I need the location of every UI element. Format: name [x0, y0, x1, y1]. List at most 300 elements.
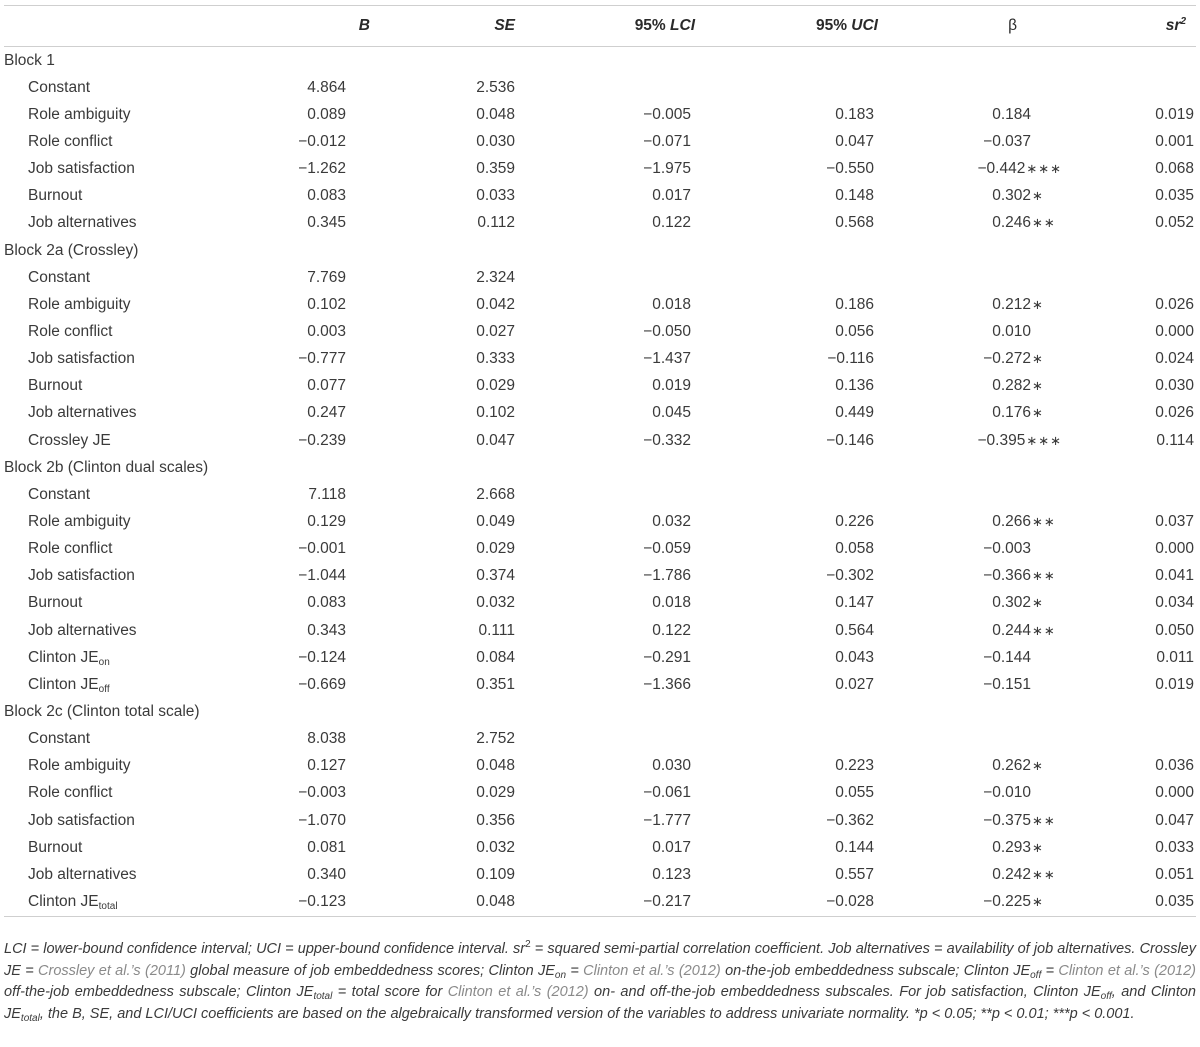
cell-sr2	[1062, 726, 1196, 753]
table-row	[4, 481, 1196, 508]
variable-name: Constant	[28, 485, 91, 503]
cell-b: −0.012	[298, 132, 346, 150]
significance-stars: ∗∗∗	[1026, 161, 1062, 177]
cell-lci: 0.030	[652, 757, 691, 775]
row-label	[4, 318, 244, 345]
variable-name: Job alternatives	[28, 865, 137, 883]
cell-lci: 0.045	[652, 404, 691, 422]
cell-beta	[878, 400, 1062, 427]
table-row	[4, 834, 1196, 861]
cell-b: 4.864	[307, 78, 346, 96]
variable-name: Job satisfaction	[28, 160, 135, 178]
variable-name: Role conflict	[28, 132, 113, 150]
cell-se: 0.032	[476, 594, 515, 612]
cell-uci: 0.449	[835, 404, 874, 422]
cell-uci	[695, 726, 878, 753]
cell-lci: 0.019	[652, 377, 691, 395]
cell-uci: 0.568	[835, 214, 874, 232]
variable-name: Job alternatives	[28, 404, 137, 422]
header-uci: 95% UCI	[815, 17, 878, 34]
cell-sr2: 0.051	[1155, 865, 1194, 883]
cell-lci	[529, 481, 695, 508]
cell-uci	[695, 264, 878, 291]
cell-beta	[878, 183, 1062, 210]
variable-name: Role conflict	[28, 540, 113, 558]
row-label	[4, 373, 244, 400]
cell-beta	[878, 753, 1062, 780]
significance-stars: ∗∗	[1032, 866, 1056, 882]
cell-sr2: 0.035	[1155, 187, 1194, 205]
cell-uci: 0.058	[835, 540, 874, 558]
table-row	[4, 644, 1196, 671]
cell-uci	[695, 74, 878, 101]
row-label	[4, 807, 244, 834]
cell-lci: −0.332	[643, 431, 691, 449]
cell-beta	[878, 74, 1062, 101]
block-header-row	[4, 47, 1196, 75]
cell-beta	[878, 536, 1062, 563]
variable-name: Role ambiguity	[28, 295, 131, 313]
variable-name: Job alternatives	[28, 214, 137, 232]
cell-uci: −0.116	[827, 350, 874, 368]
cell-lci: 0.018	[652, 594, 691, 612]
variable-name: Job satisfaction	[28, 350, 135, 368]
significance-stars: ∗	[1032, 188, 1044, 204]
significance-stars: ∗∗	[1032, 622, 1056, 638]
cell-uci: 0.183	[835, 105, 874, 123]
cell-beta	[878, 590, 1062, 617]
beta-value: 0.302	[992, 594, 1031, 612]
row-label	[4, 617, 244, 644]
cell-lci: −1.786	[643, 567, 691, 585]
row-label	[4, 536, 244, 563]
significance-stars: ∗	[1032, 758, 1044, 774]
cell-se: 2.752	[476, 730, 515, 748]
cell-uci: 0.226	[835, 512, 874, 530]
cell-uci	[695, 481, 878, 508]
cell-se: 0.047	[476, 431, 515, 449]
table-row	[4, 536, 1196, 563]
cell-se: 0.032	[476, 838, 515, 856]
cell-lci: −0.071	[643, 132, 691, 150]
block-title: Block 2a (Crossley)	[4, 241, 139, 259]
variable-name: Burnout	[28, 377, 83, 395]
block-title: Block 1	[4, 51, 55, 69]
cell-sr2	[1062, 264, 1196, 291]
row-label	[4, 346, 244, 373]
cell-sr2: 0.034	[1155, 594, 1194, 612]
beta-value: 0.246	[992, 214, 1031, 232]
block-title: Block 2b (Clinton dual scales)	[4, 458, 209, 476]
table-row	[4, 753, 1196, 780]
table-row	[4, 264, 1196, 291]
cell-lci: 0.032	[652, 512, 691, 530]
beta-value: −0.366	[983, 567, 1031, 585]
block-header-row	[4, 698, 1196, 725]
block-header-row	[4, 237, 1196, 264]
cell-sr2: 0.000	[1155, 784, 1194, 802]
row-label	[4, 563, 244, 590]
cell-se: 0.027	[476, 322, 515, 340]
cell-sr2: 0.000	[1155, 540, 1194, 558]
cell-lci	[529, 74, 695, 101]
table-row	[4, 210, 1196, 237]
table-row	[4, 128, 1196, 155]
cell-beta	[878, 156, 1062, 183]
cell-beta	[878, 671, 1062, 698]
cell-se: 0.112	[477, 214, 515, 232]
variable-name: Role conflict	[28, 784, 113, 802]
cell-se: 2.668	[476, 485, 515, 503]
variable-name: Burnout	[28, 187, 83, 205]
variable-subscript: on	[98, 656, 110, 668]
cell-b: −1.044	[298, 567, 346, 585]
significance-stars: ∗	[1032, 405, 1044, 421]
table-row	[4, 183, 1196, 210]
cell-uci: 0.144	[835, 838, 874, 856]
table-body	[4, 47, 1196, 917]
cell-b: 7.118	[308, 485, 346, 503]
cell-se: 0.084	[476, 648, 515, 666]
variable-name: Role ambiguity	[28, 105, 131, 123]
header-beta: β	[1008, 17, 1017, 34]
cell-se: 0.029	[476, 377, 515, 395]
cell-beta	[878, 508, 1062, 535]
cell-b: −0.124	[298, 648, 346, 666]
table-row	[4, 373, 1196, 400]
cell-lci	[529, 264, 695, 291]
variable-name: Job satisfaction	[28, 811, 135, 829]
cell-b: −0.777	[298, 350, 346, 368]
significance-stars: ∗	[1032, 893, 1044, 909]
cell-lci: −0.217	[643, 892, 691, 910]
beta-value: −0.144	[983, 648, 1031, 666]
cell-sr2: 0.011	[1156, 648, 1194, 666]
cell-b: 0.340	[307, 865, 346, 883]
cell-beta	[878, 427, 1062, 454]
beta-value: −0.225	[983, 892, 1031, 910]
cell-sr2: 0.001	[1155, 132, 1194, 150]
cell-sr2: 0.033	[1155, 838, 1194, 856]
table-row	[4, 563, 1196, 590]
variable-name: Role ambiguity	[28, 512, 131, 530]
variable-name: Constant	[28, 268, 91, 286]
cell-uci: −0.362	[826, 811, 874, 829]
cell-uci: −0.550	[826, 160, 874, 178]
cell-lci: −1.777	[643, 811, 691, 829]
cell-b: 0.127	[307, 757, 346, 775]
row-label	[4, 128, 244, 155]
cell-se: 0.374	[476, 567, 515, 585]
variable-name: Clinton JE	[28, 648, 99, 666]
cell-lci: −0.005	[643, 105, 691, 123]
row-label	[4, 671, 244, 698]
cell-beta	[878, 346, 1062, 373]
regression-table	[4, 5, 1196, 917]
cell-beta	[878, 617, 1062, 644]
cell-b: 0.083	[307, 187, 346, 205]
table-row	[4, 671, 1196, 698]
cell-sr2: 0.000	[1155, 322, 1194, 340]
header-variable	[4, 6, 244, 47]
cell-beta	[878, 644, 1062, 671]
row-label	[4, 508, 244, 535]
cell-b: −0.123	[298, 892, 346, 910]
citation-link[interactable]: Clinton et al.’s (2012)	[1058, 962, 1196, 979]
cell-sr2: 0.030	[1155, 377, 1194, 395]
cell-lci: −0.291	[643, 648, 691, 666]
significance-stars: ∗∗	[1032, 215, 1056, 231]
table-row	[4, 101, 1196, 128]
cell-beta	[878, 318, 1062, 345]
row-label	[4, 156, 244, 183]
significance-stars: ∗	[1032, 839, 1044, 855]
cell-uci: 0.056	[835, 322, 874, 340]
table-row	[4, 590, 1196, 617]
cell-beta	[878, 834, 1062, 861]
row-label	[4, 753, 244, 780]
cell-uci: 0.223	[835, 757, 874, 775]
beta-value: 0.176	[992, 404, 1031, 422]
cell-sr2: 0.050	[1155, 621, 1194, 639]
cell-se: 0.030	[476, 132, 515, 150]
significance-stars: ∗∗∗	[1026, 432, 1062, 448]
cell-uci: 0.148	[835, 187, 874, 205]
significance-stars: ∗∗	[1032, 812, 1056, 828]
beta-value: −0.010	[983, 784, 1031, 802]
cell-lci	[529, 726, 695, 753]
cell-sr2: 0.024	[1155, 350, 1194, 368]
cell-uci: 0.136	[835, 377, 874, 395]
table-row	[4, 726, 1196, 753]
cell-se: 0.042	[476, 295, 515, 313]
significance-stars: ∗	[1032, 296, 1044, 312]
row-label	[4, 74, 244, 101]
cell-sr2: 0.037	[1155, 512, 1194, 530]
beta-value: −0.151	[983, 675, 1031, 693]
citation-link[interactable]: Clinton et al.’s (2012)	[447, 984, 589, 1000]
beta-value: 0.282	[992, 377, 1031, 395]
table-row	[4, 291, 1196, 318]
cell-uci: −0.302	[826, 567, 874, 585]
cell-b: 8.038	[307, 730, 346, 748]
cell-uci: 0.147	[835, 594, 874, 612]
cell-lci: −1.437	[643, 350, 691, 368]
beta-value: 0.010	[992, 322, 1031, 340]
variable-name: Clinton JE	[28, 675, 99, 693]
cell-se: 0.102	[476, 404, 515, 422]
cell-sr2	[1062, 481, 1196, 508]
cell-sr2: 0.068	[1155, 160, 1194, 178]
cell-sr2: 0.052	[1155, 214, 1194, 232]
citation-link[interactable]: Clinton et al.’s (2012)	[583, 962, 721, 979]
beta-value: −0.003	[983, 540, 1031, 558]
row-label	[4, 780, 244, 807]
cell-b: −0.239	[298, 431, 346, 449]
row-label	[4, 210, 244, 237]
cell-uci: 0.055	[835, 784, 874, 802]
variable-name: Role ambiguity	[28, 757, 131, 775]
table-row	[4, 888, 1196, 916]
cell-beta	[878, 726, 1062, 753]
row-label	[4, 101, 244, 128]
cell-sr2: 0.026	[1155, 295, 1194, 313]
row-label	[4, 834, 244, 861]
cell-lci: 0.017	[652, 187, 691, 205]
cell-sr2: 0.035	[1155, 892, 1194, 910]
beta-value: −0.442	[977, 160, 1026, 178]
beta-value: 0.266	[992, 512, 1031, 530]
row-label	[4, 726, 244, 753]
row-label	[4, 644, 244, 671]
table-row	[4, 861, 1196, 888]
table-row	[4, 807, 1196, 834]
cell-se: 0.033	[476, 187, 515, 205]
row-label	[4, 888, 244, 916]
cell-sr2: 0.036	[1155, 757, 1194, 775]
cell-lci: −1.975	[643, 160, 691, 178]
row-label	[4, 861, 244, 888]
cell-uci: 0.043	[835, 648, 874, 666]
table-row	[4, 400, 1196, 427]
beta-value: 0.212	[992, 295, 1031, 313]
cell-beta	[878, 264, 1062, 291]
variable-name: Clinton JE	[28, 892, 99, 910]
cell-b: 0.343	[307, 621, 346, 639]
table-footnote: LCI = lower-bound confidence interval; UCI = upper-bound confidence interval. $sr^2$ = squared semi-partial correlation coefficient. Job alternatives = availability of job alternatives. Crossley JE = Crossley et al.’s (2011) global measure of job embeddedness scores; Clinton $JE_{on}$ = Clinton et al.’s (2012) on-the-job embeddedness subscale; Clinton $JE_{off}$ = Clinton et al.’s (2012) off-the-job embeddedness subscale; Clinton $JE_{total}$ = total score for Clinton et al.’s (2012) on- and off-the-job embeddedness subscales. For job satisfaction, Clinton $JE_{off}$, and Clinton $JE_{total}$, the B, SE, and LCI/UCI coefficients are based on the algebraically transformed version of the variables to address univariate normality. *p < 0.05; **p < 0.01; ***p < 0.001.	[4, 939, 1196, 1024]
beta-value: 0.184	[992, 105, 1031, 123]
beta-value: −0.272	[983, 350, 1031, 368]
variable-subscript: total	[98, 900, 118, 912]
cell-se: 2.324	[476, 268, 515, 286]
cell-lci: 0.018	[652, 295, 691, 313]
cell-b: 0.089	[307, 105, 346, 123]
cell-beta	[878, 888, 1062, 916]
row-label	[4, 400, 244, 427]
cell-sr2	[1062, 74, 1196, 101]
table-row	[4, 780, 1196, 807]
beta-value: 0.302	[992, 187, 1031, 205]
cell-uci: 0.564	[835, 621, 874, 639]
cell-lci: −1.366	[643, 675, 691, 693]
cell-uci: −0.146	[826, 431, 874, 449]
cell-b: −1.262	[298, 160, 346, 178]
cell-beta	[878, 481, 1062, 508]
cell-se: 0.029	[476, 784, 515, 802]
variable-name: Job satisfaction	[28, 567, 135, 585]
cell-sr2: 0.047	[1155, 811, 1194, 829]
cell-lci: −0.050	[643, 322, 691, 340]
cell-beta	[878, 373, 1062, 400]
beta-value: −0.037	[983, 132, 1031, 150]
beta-value: 0.262	[992, 757, 1031, 775]
cell-b: 0.345	[307, 214, 346, 232]
cell-se: 0.048	[476, 892, 515, 910]
cell-b: 0.003	[307, 322, 346, 340]
cell-uci: 0.557	[835, 865, 874, 883]
block-header-row	[4, 454, 1196, 481]
cell-beta	[878, 861, 1062, 888]
row-label	[4, 264, 244, 291]
cell-se: 0.049	[476, 512, 515, 530]
table-row	[4, 508, 1196, 535]
cell-se: 0.356	[476, 811, 515, 829]
table-row	[4, 318, 1196, 345]
variable-subscript: off	[98, 683, 110, 695]
row-label	[4, 590, 244, 617]
cell-lci: 0.123	[652, 865, 691, 883]
cell-b: −0.001	[298, 540, 346, 558]
cell-se: 0.048	[476, 757, 515, 775]
row-label	[4, 481, 244, 508]
row-label	[4, 291, 244, 318]
significance-stars: ∗	[1032, 595, 1044, 611]
significance-stars: ∗	[1032, 351, 1044, 367]
cell-b: 0.081	[307, 838, 346, 856]
significance-stars: ∗∗	[1032, 513, 1056, 529]
cell-beta	[878, 291, 1062, 318]
cell-uci: 0.186	[835, 295, 874, 313]
cell-b: 0.077	[307, 377, 346, 395]
citation-link[interactable]: Crossley et al.’s (2011)	[38, 962, 186, 979]
variable-name: Role conflict	[28, 322, 113, 340]
variable-name: Constant	[28, 78, 91, 96]
beta-value: 0.242	[992, 865, 1031, 883]
beta-value: 0.293	[992, 838, 1031, 856]
variable-name: Burnout	[28, 594, 83, 612]
cell-uci: −0.028	[826, 892, 874, 910]
cell-sr2: 0.041	[1155, 567, 1194, 585]
variable-name: Burnout	[28, 838, 83, 856]
cell-sr2: 0.026	[1155, 404, 1194, 422]
cell-se: 0.109	[476, 865, 515, 883]
block-title: Block 2c (Clinton total scale)	[4, 702, 200, 720]
cell-se: 2.536	[476, 78, 515, 96]
cell-b: −0.003	[298, 784, 346, 802]
cell-b: 0.083	[307, 594, 346, 612]
cell-sr2: 0.019	[1155, 675, 1194, 693]
header-lci: 95% LCI	[634, 17, 695, 34]
cell-b: 7.769	[307, 268, 346, 286]
cell-se: 0.048	[476, 105, 515, 123]
row-label	[4, 183, 244, 210]
cell-lci: 0.122	[652, 621, 691, 639]
header-se: SE	[494, 17, 515, 34]
beta-value: 0.244	[992, 621, 1031, 639]
cell-b: 0.102	[307, 295, 346, 313]
cell-se: 0.111	[478, 621, 515, 639]
cell-lci: −0.061	[643, 784, 691, 802]
cell-se: 0.359	[476, 160, 515, 178]
variable-name: Constant	[28, 730, 91, 748]
cell-beta	[878, 563, 1062, 590]
table-row	[4, 156, 1196, 183]
cell-se: 0.029	[476, 540, 515, 558]
cell-lci: 0.017	[652, 838, 691, 856]
cell-beta	[878, 807, 1062, 834]
cell-beta	[878, 101, 1062, 128]
header-b: B	[358, 17, 370, 34]
header-sr2: $sr^2$	[1165, 15, 1186, 34]
cell-lci: 0.122	[652, 214, 691, 232]
table-row	[4, 74, 1196, 101]
cell-se: 0.351	[476, 675, 515, 693]
table-row	[4, 427, 1196, 454]
significance-stars: ∗∗	[1032, 568, 1056, 584]
cell-beta	[878, 128, 1062, 155]
beta-value: −0.375	[983, 811, 1031, 829]
cell-uci: 0.027	[835, 675, 874, 693]
